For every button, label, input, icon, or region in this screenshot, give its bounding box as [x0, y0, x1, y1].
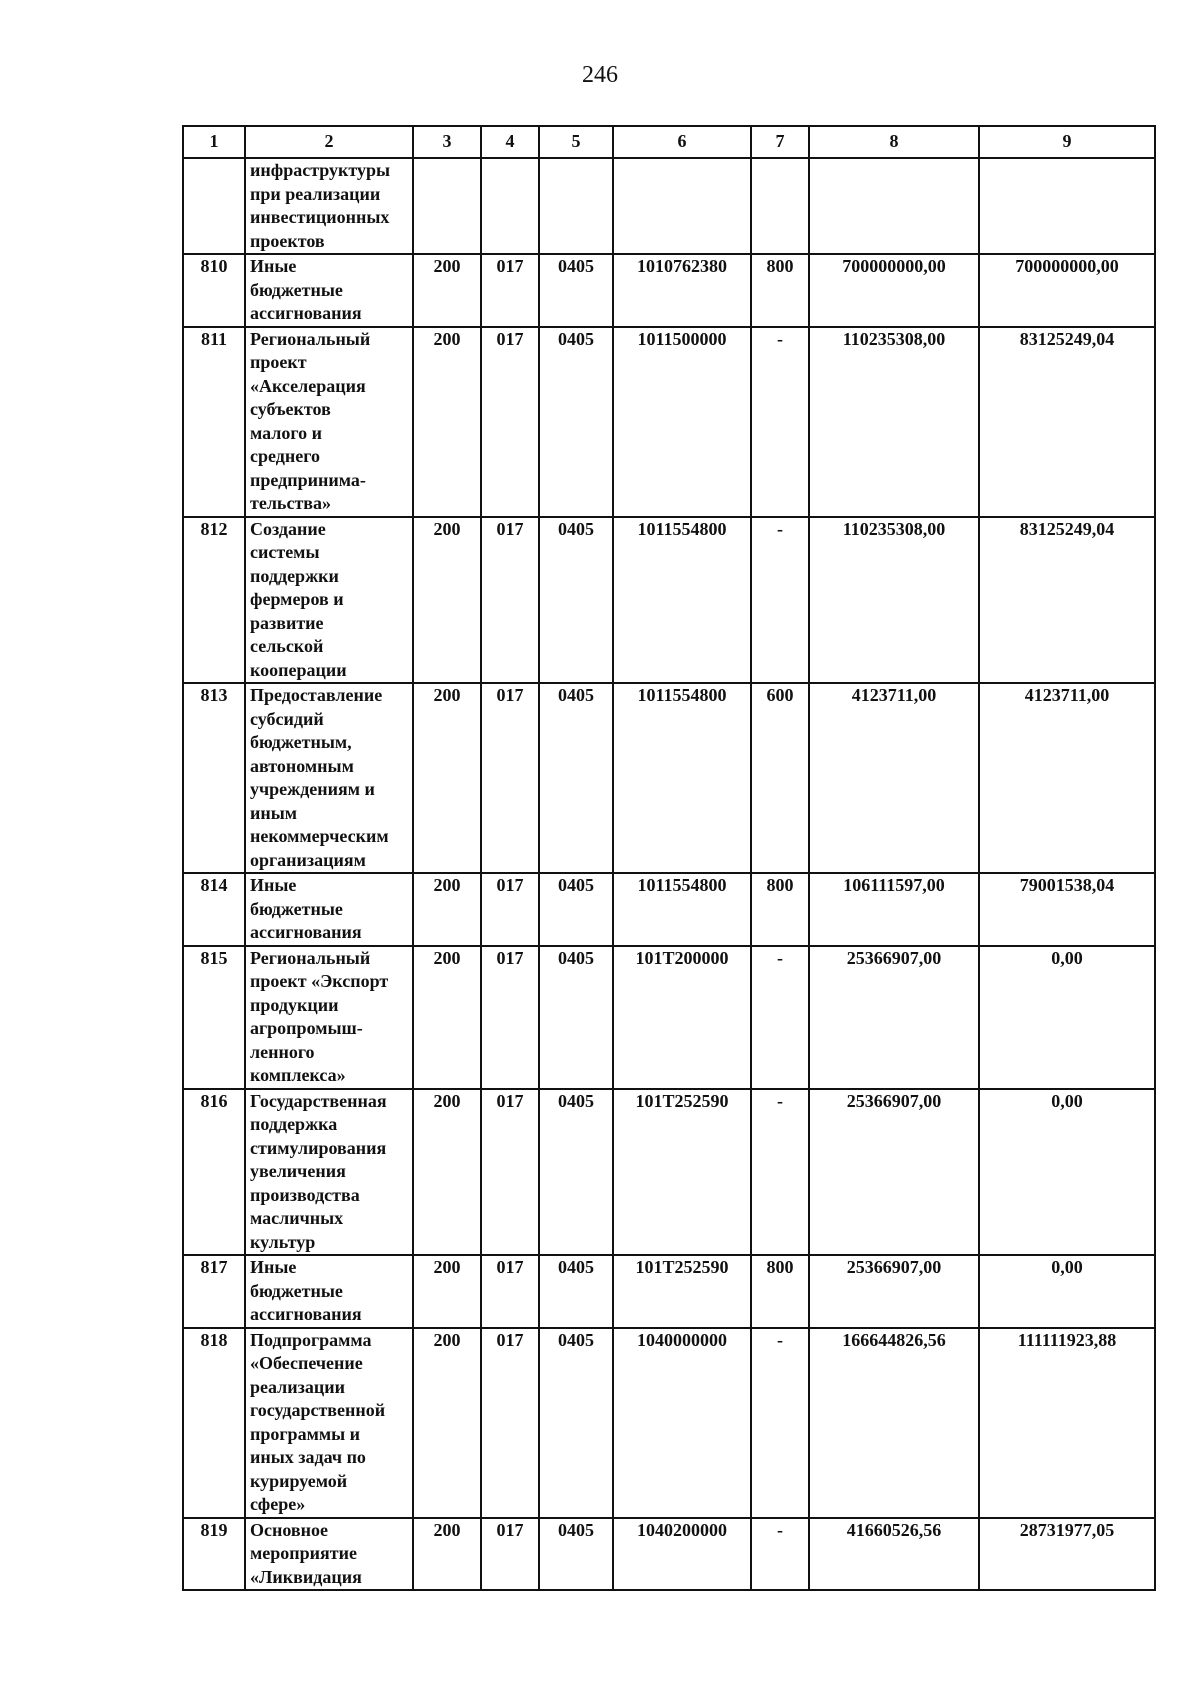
cell-col3: 200	[413, 683, 481, 873]
cell-col9: 83125249,04	[979, 517, 1155, 684]
cell-col9: 4123711,00	[979, 683, 1155, 873]
cell-col8: 106111597,00	[809, 873, 979, 946]
budget-table	[182, 125, 1156, 1591]
column-header: 6	[613, 126, 751, 158]
cell-col4: 017	[481, 517, 539, 684]
cell-col6: 1010762380	[613, 254, 751, 327]
column-header: 7	[751, 126, 809, 158]
cell-col5: 0405	[539, 1089, 613, 1256]
cell-col7: 600	[751, 683, 809, 873]
row-number: 811	[183, 327, 245, 517]
cell-col7: 800	[751, 254, 809, 327]
cell-col9: 83125249,04	[979, 327, 1155, 517]
table-row	[183, 1328, 1155, 1518]
cell-col3: 200	[413, 1089, 481, 1256]
cell-col5: 0405	[539, 1518, 613, 1591]
cell-col6: 101T252590	[613, 1255, 751, 1328]
cell-col5: 0405	[539, 1255, 613, 1328]
cell-col3: 200	[413, 873, 481, 946]
cell-col7: -	[751, 1089, 809, 1256]
row-number	[183, 158, 245, 254]
cell-col6: 1040000000	[613, 1328, 751, 1518]
cell-col8: 700000000,00	[809, 254, 979, 327]
cell-col4: 017	[481, 946, 539, 1089]
cell-col3: 200	[413, 254, 481, 327]
cell-col7: -	[751, 946, 809, 1089]
column-header: 4	[481, 126, 539, 158]
table-row	[183, 1518, 1155, 1591]
cell-col9: 79001538,04	[979, 873, 1155, 946]
cell-col3	[413, 158, 481, 254]
table-row	[183, 327, 1155, 517]
cell-col4: 017	[481, 873, 539, 946]
column-header: 5	[539, 126, 613, 158]
row-number: 810	[183, 254, 245, 327]
cell-col6: 101T252590	[613, 1089, 751, 1256]
cell-col4: 017	[481, 1518, 539, 1591]
cell-col9: 700000000,00	[979, 254, 1155, 327]
row-name: Предоставление субсидий бюджетным, автономным учреждениям и иным некоммерческим организациям	[245, 683, 413, 873]
cell-col7: -	[751, 327, 809, 517]
row-number: 817	[183, 1255, 245, 1328]
cell-col6: 1011500000	[613, 327, 751, 517]
cell-col8	[809, 158, 979, 254]
table-row	[183, 683, 1155, 873]
cell-col3: 200	[413, 1518, 481, 1591]
cell-col5: 0405	[539, 327, 613, 517]
cell-col6: 1040200000	[613, 1518, 751, 1591]
cell-col4: 017	[481, 1089, 539, 1256]
row-name: Иные бюджетные ассигнования	[245, 1255, 413, 1328]
cell-col9	[979, 158, 1155, 254]
cell-col7	[751, 158, 809, 254]
cell-col7: 800	[751, 1255, 809, 1328]
row-name: инфраструктуры при реализации инвестиционных проектов	[245, 158, 413, 254]
cell-col3: 200	[413, 946, 481, 1089]
cell-col5: 0405	[539, 683, 613, 873]
cell-col9: 111111923,88	[979, 1328, 1155, 1518]
cell-col8: 41660526,56	[809, 1518, 979, 1591]
row-name: Создание системы поддержки фермеров и развитие сельской кооперации	[245, 517, 413, 684]
column-header: 3	[413, 126, 481, 158]
cell-col7: 800	[751, 873, 809, 946]
row-number: 816	[183, 1089, 245, 1256]
row-name: Основное мероприятие «Ликвидация	[245, 1518, 413, 1591]
table-row	[183, 158, 1155, 254]
table-row	[183, 1255, 1155, 1328]
cell-col4: 017	[481, 1328, 539, 1518]
row-name: Подпрограмма «Обеспечение реализации государственной программы и иных задач по курируемой сфере»	[245, 1328, 413, 1518]
cell-col3: 200	[413, 1328, 481, 1518]
row-number: 812	[183, 517, 245, 684]
table-row	[183, 517, 1155, 684]
cell-col8: 110235308,00	[809, 327, 979, 517]
cell-col7: -	[751, 517, 809, 684]
column-header: 2	[245, 126, 413, 158]
row-name: Иные бюджетные ассигнования	[245, 254, 413, 327]
cell-col8: 25366907,00	[809, 1255, 979, 1328]
row-number: 815	[183, 946, 245, 1089]
row-number: 818	[183, 1328, 245, 1518]
cell-col5: 0405	[539, 1328, 613, 1518]
cell-col4: 017	[481, 254, 539, 327]
cell-col9: 0,00	[979, 1089, 1155, 1256]
cell-col6: 101T200000	[613, 946, 751, 1089]
cell-col5	[539, 158, 613, 254]
cell-col5: 0405	[539, 946, 613, 1089]
column-header: 9	[979, 126, 1155, 158]
table-row	[183, 1089, 1155, 1256]
cell-col9: 28731977,05	[979, 1518, 1155, 1591]
cell-col3: 200	[413, 327, 481, 517]
row-name: Государственная поддержка стимулирования увеличения производства масличных культур	[245, 1089, 413, 1256]
row-number: 813	[183, 683, 245, 873]
table-row	[183, 873, 1155, 946]
cell-col4: 017	[481, 1255, 539, 1328]
cell-col6: 1011554800	[613, 683, 751, 873]
table-header-row	[183, 126, 1155, 158]
row-number: 819	[183, 1518, 245, 1591]
row-name: Региональный проект «Экспорт продукции агропромыш- ленного комплекса»	[245, 946, 413, 1089]
cell-col9: 0,00	[979, 1255, 1155, 1328]
cell-col3: 200	[413, 517, 481, 684]
cell-col5: 0405	[539, 254, 613, 327]
cell-col7: -	[751, 1328, 809, 1518]
cell-col3: 200	[413, 1255, 481, 1328]
cell-col5: 0405	[539, 873, 613, 946]
cell-col7: -	[751, 1518, 809, 1591]
table-row	[183, 254, 1155, 327]
cell-col4	[481, 158, 539, 254]
cell-col8: 166644826,56	[809, 1328, 979, 1518]
cell-col4: 017	[481, 683, 539, 873]
cell-col6	[613, 158, 751, 254]
row-name: Региональный проект «Акселерация субъектов малого и среднего предпринима- тельства»	[245, 327, 413, 517]
cell-col9: 0,00	[979, 946, 1155, 1089]
page-number: 246	[582, 62, 618, 88]
row-name: Иные бюджетные ассигнования	[245, 873, 413, 946]
cell-col8: 25366907,00	[809, 946, 979, 1089]
cell-col4: 017	[481, 327, 539, 517]
cell-col6: 1011554800	[613, 873, 751, 946]
cell-col8: 110235308,00	[809, 517, 979, 684]
cell-col8: 25366907,00	[809, 1089, 979, 1256]
cell-col8: 4123711,00	[809, 683, 979, 873]
row-number: 814	[183, 873, 245, 946]
cell-col5: 0405	[539, 517, 613, 684]
column-header: 1	[183, 126, 245, 158]
table-row	[183, 946, 1155, 1089]
column-header: 8	[809, 126, 979, 158]
cell-col6: 1011554800	[613, 517, 751, 684]
